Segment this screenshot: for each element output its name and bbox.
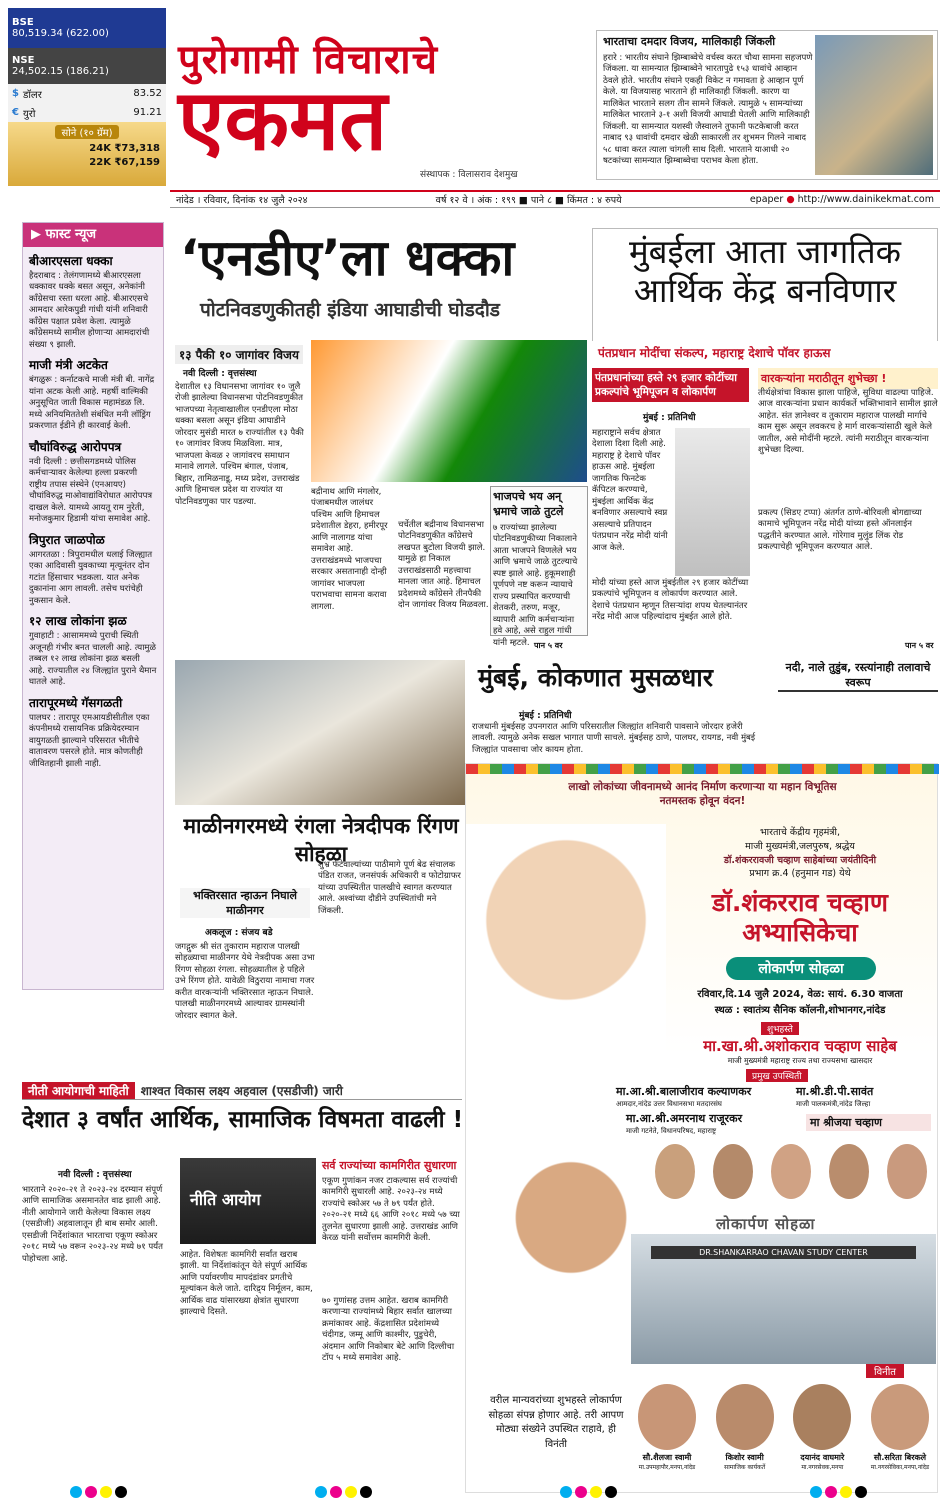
ad-guest-3: मा.आ.श्री.अमरनाथ राजूरकर — [626, 1112, 743, 1125]
yellow-mark — [100, 1486, 112, 1498]
epaper-label: epaper — [749, 194, 784, 205]
niti-sign-text: नीति आयोग — [190, 1190, 261, 1209]
mumbai-body: महाराष्ट्राने सर्वच क्षेत्रात देशाला दिशा दिली आहे. महाराष्ट्र हे देशाचे पॉवर हाऊस आहे. मुंबईला जागतिक फिनटेक कॅपिटल करण्याचे, मुंबईला आर्थिक केंद्र बनविणार असल्याचे स्वप्न असल्याचे प्रतिपादन पंतप्रधान नरेंद्र मोदी यांनी आज केले. — [592, 428, 668, 553]
fast-news-item-body: नवी दिल्ली : छत्तीसगडमध्ये पोलिस कर्मचाऱ्यावर केलेल्या हल्ला प्रकरणी राष्ट्रीय तपास संस्थेने (एनआयए) चौघांविरुद्ध माओवाद्यांविरोधात आरोपपत्र दाखल केले. यामध्ये आयतू राम नुरेती, मनोजकुमार हिडामी यांचा समावेश आहे. — [29, 456, 153, 525]
dollar-icon: $ — [12, 88, 19, 99]
niti-sign-photo — [180, 1158, 316, 1244]
magenta-mark — [575, 1486, 587, 1498]
ad-presence: प्रमुख उपस्थिती — [746, 1069, 808, 1082]
dollar-label: डॉलर — [22, 89, 42, 101]
host-name: सौ.शैलजा स्वामी — [642, 1453, 692, 1462]
black-mark — [855, 1486, 867, 1498]
bjp-inset-body: ७ राज्यांच्या झालेल्या पोटनिवडणुकीच्या निकालाने आता भाजपने विणलेले भय आणि भ्रमाचे जाळे तुटल्याचे स्पष्ट झाले आहे. हुकूमशाही पूर्णपणे नष्ट करून न्यायाचे राज्य प्रस्थापित करण्याची शेतकरी, तरुण, मजूर, व्यापारी आणि कर्मचाऱ्यांना हवे आहे, असे राहुल गांधी यांनी म्हटले. — [493, 523, 578, 648]
cricket-photo — [815, 35, 933, 175]
mumbai-body-2: मोदी यांच्या हस्ते आज मुंबईतील २९ हजार कोटींच्या प्रकल्पांचे भूमिपूजन व लोकार्पण करण्यात आले. देशाचे पंतप्रधान म्हणून तिसऱ्यांदा शपथ घेतल्यानंतर नरेंद्र मोदी आज पहिल्यांदाच मुंबईत आले होते. — [592, 578, 749, 623]
ringan-headline: माळीनगरमध्ये रंगला नेत्रदीपक रिंगण सोहळा — [183, 814, 459, 867]
ad-guest-2: मा.श्री.डी.पी.सावंत — [796, 1085, 874, 1098]
nda-headline: ‘एनडीए’ला धक्का — [180, 229, 515, 287]
ad-guest-1-sub: आमदार,नांदेड उत्तर विधानसभा मतदारसंघ — [616, 1100, 722, 1108]
guest-photo — [713, 1144, 753, 1199]
host-card — [864, 1384, 936, 1484]
cyan-mark — [70, 1486, 82, 1498]
warkari-body-2: प्रकल्प (सिडए टप्पा) अंतर्गत ठाणे-बोरिवली बोगद्याच्या कामाचे भूमिपूजन नरेंद्र मोदी यांच्या हस्ते ऑनलाईन पद्धतीने करण्यात आले. गोरेगाव मुलुंड लिंक रोड प्रकल्पाचेही भूमिपूजन करण्यात आले. — [758, 508, 922, 553]
dateline-bar — [170, 190, 940, 208]
fast-news-sidebar — [22, 222, 164, 990]
modi-photo — [675, 428, 750, 576]
print-registration-marks — [315, 1483, 375, 1502]
guest-photo — [655, 1144, 695, 1199]
nse-value: 24,502.15 (186.21) — [12, 66, 109, 77]
ad-auspices: शुभहस्ते — [761, 1022, 799, 1035]
host-photo — [716, 1384, 774, 1450]
black-mark — [360, 1486, 372, 1498]
fast-news-item-title: तारापूरमध्ये गॅसगळती — [29, 695, 123, 710]
nda-body-2: बद्रीनाथ आणि मंगलोर, पंजाबमधील जालंधर पश्चिम आणि हिमाचल प्रदेशातील डेहरा, हमीरपूर आणि नालागड यांचा समावेश आहे. उत्तराखंडमध्ये भाजपचा सरकार असतानाही दोन्ही जागांवर भाजपला पराभवाचा सामना करावा लागला. — [311, 487, 388, 612]
ringan-kicker: भक्तिरसात न्हाऊन निघाले माळीनगर — [180, 888, 310, 918]
study-center-building — [631, 1234, 936, 1364]
fast-news-item — [23, 253, 163, 351]
guest-photo-row — [646, 1144, 936, 1204]
nda-kicker: १३ पैकी १० जागांवर विजय — [175, 345, 303, 364]
fast-news-item — [23, 532, 163, 608]
website-link[interactable]: http://www.dainikekmat.com — [797, 194, 934, 205]
rain-side-title: नदी, नाले तुडुंब, रस्त्यांनाही तलावाचे स्वरूप — [778, 660, 938, 692]
fast-news-title: फास्ट न्यूज — [45, 227, 97, 242]
masthead-founder: संस्थापक : विलासराव देशमुख — [420, 170, 518, 180]
niti-side-body: एकूण गुणांकन नजर टाकल्यास सर्व राज्यांची कामगिरी सुधारली आहे. २०२३-२४ मध्ये राज्यांचे स्कोअर ५७ ते ७९ पर्यंत होते. २०२०-२१ मध्ये ६६ आणि २०१८ मध्ये ५७ च्या तुलनेत सुधारणा झाली आहे. उत्तराखंड आणि केरळ यांनी सर्वोत्तम कामगिरी केली. — [322, 1176, 460, 1244]
dateline-date: नांदेड । रविवार, दिनांक १४ जुलै २०२४ — [176, 195, 308, 206]
gold-label: सोने (१० ग्रॅम) — [55, 125, 118, 139]
chavan-study-center-ad — [465, 763, 938, 1493]
magenta-mark — [85, 1486, 97, 1498]
nda-body: देशातील १३ विधानसभा जागांवर १० जुलै रोजी झालेल्या विधानसभा पोटनिवडणुकीत भाजपच्या नेतृत्वाखालील एनडीएला मोठा धक्का बसला असून इंडिया आघाडीने जोरदार मुसंडी मारत ७ राज्यांतील १३ पैकी १० जागांवर विजय मिळविला. मात्र, भाजपला केवळ २ जागांवरच समाधान मानावे लागले. पश्चिम बंगाल, पंजाब, बिहार, तामिळनाडू, मध्य प्रदेश, उत्तराखंड आणि हिमाचल प्रदेश या राज्यांत या पोटनिवडणुका पार पडल्या. — [175, 382, 304, 507]
yellow-mark — [840, 1486, 852, 1498]
nda-byline: नवी दिल्ली : वृत्तसंस्था — [183, 369, 257, 379]
nda-subheadline: पोटनिवडणुकीतही इंडिया आघाडीची घोडदौड — [200, 299, 500, 321]
gold-22k: 22K ₹67,159 — [89, 157, 160, 168]
mumbai-subheadline: पंतप्रधान मोदींचा संकल्प, महाराष्ट्र देशाचे पॉवर हाऊस — [592, 341, 938, 364]
warkari-body: तीर्थक्षेत्रांचा विकास झाला पाहिजे, सुविधा वाढल्या पाहिजे. आज वारकऱ्यांना प्रधान कार्यकर्ते भक्तिभावाने सामील झाले आहेत. संत ज्ञानेश्वर व तुकाराम महाराज पालखी मार्गाचे काम सुरू असून लवकरच हे मार्ग वारकऱ्यांसाठी खुले केले जातील, असे मोदींनी म्हटले. त्यांनी मराठीतून वारकऱ्यांना शुभेच्छा दिल्या. — [758, 388, 938, 456]
ad-title-2: अभ्यासिकेचा — [742, 918, 858, 947]
yellow-mark — [345, 1486, 357, 1498]
lead-story-body: हरारे : भारतीय संघाने झिम्बाब्वेचे वर्चस्व करत चौथा सामना सहजपणे जिंकला. या सामन्यात झिम्बाब्वेने भारतापुढे १५३ धावांचे आव्हान ठेवले होते. भारतीय संघाने एकही विकेट न गमावता हे आव्हान पूर्ण केले. या विजयासह भारताने ही मालिकाही जिंकली. कारण या मालिकेत भारताने सलग तीन सामने जिंकले. त्यामुळे ५ सामन्यांच्या मालिकेत भारताने ३-१ अशी विजयी आघाडी घेतली आणि मालिकाही जिंकली. या सामन्यात यशस्वी जैस्वालने तुफानी फटकेबाजी करत नाबाद ९३ धावांची दमदार खेळी साकारली तर शुभमन गिलने नाबाद ५८ धावा करत त्याला चांगली साथ दिली. भारताने याआधी २० षटकांच्या सामन्यात झिम्बाब्वेचा पराभव केला होता. — [603, 53, 813, 167]
magenta-mark — [330, 1486, 342, 1498]
ad-chief-sub: माजी मुख्यमंत्री महाराष्ट्र राज्य तथा राज्यसभा खासदार — [727, 1056, 873, 1065]
fast-news-item — [23, 439, 163, 526]
host-name: सौ.सरिता बिरकले — [873, 1453, 927, 1462]
niti-band — [22, 1082, 462, 1100]
bse-label: BSE — [12, 17, 34, 28]
fast-news-item — [23, 357, 163, 433]
niti-headline: देशात ३ वर्षांत आर्थिक, सामाजिक विषमता वाढली ! — [22, 1107, 464, 1133]
dateline-issue: वर्ष १२ वे । अंक : १९९ ■ पाने ८ ■ किंमत : ४ रुपये — [435, 195, 622, 206]
fast-news-item-title: माजी मंत्री अटकेत — [29, 358, 108, 373]
ad-when: रविवार,दि.14 जुलै 2024, वेळ: सायं. 6.30 वाजता — [697, 989, 903, 1000]
niti-band-label: नीती आयोगाची माहिती — [22, 1082, 135, 1099]
yellow-mark — [590, 1486, 602, 1498]
market-ticker — [8, 8, 166, 208]
euro-label: युरो — [22, 108, 36, 120]
mumbai-headline: मुंबईला आता जागतिक आर्थिक केंद्र बनविणार — [628, 232, 902, 310]
lead-story-box — [596, 30, 938, 180]
guest-photo — [829, 1144, 869, 1199]
print-registration-marks — [560, 1483, 620, 1502]
nse-label: NSE — [12, 55, 35, 66]
fast-news-item-body: आगरतळा : त्रिपुरामधील धलाई जिल्ह्यात एका आदिवासी युवकाच्या मृत्यूनंतर दोन गटांत हिंसाचार भडकला. यात अनेक दुकानांना आग लावली. तसेच घरांचेही नुकसान केले. — [29, 549, 153, 606]
warkari-continued: पान ५ वर — [905, 641, 934, 650]
fast-news-item-body: पालघर : तारापूर एमआयडीसीतील एका कंपनीमध्ये रासायनिक प्रक्रियेदरम्यान वायुगळती झाल्याने परिसरात भीतीचे वातावरण पसरले होते. मात्र कोणतीही जीवितहानी झाली नाही. — [29, 712, 150, 769]
host-photo — [638, 1384, 696, 1450]
ad-guest-4: मा श्रीजया चव्हाण — [806, 1114, 931, 1131]
ad-title-1: डॉ.शंकरराव चव्हाण — [711, 888, 888, 917]
niti-body-2: आहेत. विशेषतः कामगिरी सर्वांत खराब झाली. या निर्देशांकांतून येते संपूर्ण आर्थिक आणि पर्यावरणीय मापदंडांवर प्रगतीचे मूल्यांकन केले जाते. दारिद्र्य निर्मूलन, काम, आर्थिक वाढ यांसारख्या क्षेत्रांत सुधारणा झाल्याचे दिसते. — [180, 1250, 313, 1318]
ad-intro — [666, 826, 934, 881]
news-icon: ▶ — [31, 227, 46, 242]
ad-intro-2: माजी मुख्यमंत्री,जलपुरुष, श्रद्धेय — [745, 840, 855, 852]
hosts-row — [631, 1384, 936, 1484]
ashokrao-portrait — [496, 1144, 646, 1354]
ringan-byline: अकलूज : संजय बडे — [205, 928, 273, 938]
niti-side-body-2: ७० गुणांसह उत्तम आहेत. खराब कामगिरी करणाऱ्या राज्यांमध्ये बिहार सर्वात खालच्या क्रमांकावर आहे. केंद्रशासित प्रदेशांमध्ये चंदीगड, जम्मू आणि काश्मीर, पुडुचेरी, अंदमान आणि निकोबार बेटे आणि दिल्लीचा टॉप ५ मध्ये समावेश आहे. — [322, 1296, 455, 1364]
ad-guest-3-sub: माजी गटनेते, विधानपरिषद, महाराष्ट्र — [626, 1127, 717, 1135]
mumbai-kicker: पंतप्रधानांच्या हस्ते २९ हजार कोटींच्या प्रकल्पांचे भूमिपूजन व लोकार्पण — [592, 368, 749, 402]
niti-body: भारताने २०२०-२१ ते २०२३-२४ दरम्यान संपूर्ण आणि सामाजिक असमानतेत वाढ झाली आहे. नीती आयोगाने जारी केलेल्या विकास लक्ष्य (एसडीजी) अहवालातून ही बाब समोर आली. एसडीजी निर्देशांकात भारताचा एकूण स्कोअर २०१८ मध्ये ५७ वरून २०२३-२४ मध्ये ७१ पर्यंत पोहोचला आहे. — [22, 1185, 163, 1264]
bse-value: 80,519.34 (622.00) — [12, 28, 109, 39]
cyan-mark — [810, 1486, 822, 1498]
host-sub: मा.नगरसेविका,मनपा,नांदेड — [870, 1464, 930, 1471]
ringan-photo — [175, 660, 465, 805]
ringan-body-2: शुभ्र फेटेवाल्यांच्या पाठीमागे पूर्ण बेढ संचालक पंडित राजत, जनसंपर्क अधिकारी व फोटोग्राफर यांच्या उपस्थितीत पालखीचे स्वागत करण्यात आले. अश्वांच्या दौडीने उपस्थितांची मने जिंकली. — [318, 860, 461, 916]
fast-news-item-title: १२ लाख लोकांना झळ — [29, 614, 127, 629]
ad-intro-1: भारताचे केंद्रीय गृहमंत्री, — [759, 827, 841, 838]
host-name: किशोर स्वामी — [725, 1453, 764, 1462]
ad-intro-4: प्रभाग क्र.4 (हनुमान गड) येथे — [749, 868, 851, 880]
dollar-row — [8, 84, 166, 103]
nse-box — [8, 48, 166, 84]
lead-story-title: भारताचा दमदार विजय, मालिकाही जिंकली — [603, 35, 776, 48]
host-sub: मा.उपमहापौर,मनपा,नांदेड — [638, 1464, 696, 1471]
mumbai-headline-box — [592, 228, 938, 364]
cyan-mark — [315, 1486, 327, 1498]
ad-chief-guest: मा.खा.श्री.अशोकराव चव्हाण साहेब — [703, 1037, 897, 1055]
ad-banner: लाखो लोकांच्या जीवनामध्ये आनंद निर्माण करणाऱ्या या महान विभूतिस नतमस्तक होवून वंदन! — [568, 781, 837, 807]
congress-flags-photo — [311, 340, 587, 482]
festoon-decoration — [466, 764, 939, 774]
rain-headline: मुंबई, कोकणात मुसळधार — [478, 663, 714, 692]
gold-24k: 24K ₹73,318 — [89, 143, 160, 154]
ad-intro-3: डॉ.शंकररावजी चव्हाण साहेबांच्या जयंतीदिनी — [723, 854, 877, 866]
host-sub: सामाजिक कार्यकर्ते — [724, 1464, 766, 1471]
ad-humble: विनीत — [866, 1364, 904, 1378]
masthead-title: एकमत — [178, 71, 388, 169]
host-card — [786, 1384, 858, 1484]
masthead-tagline: पुरोगामी विचाराचे — [178, 37, 439, 83]
building-label: लोकार्पण सोहळा — [716, 1215, 816, 1233]
fast-news-item — [23, 695, 163, 771]
bjp-inset-title: भाजपचे भय अन् भ्रमाचे जाळे तुटले — [493, 490, 564, 518]
ad-where: स्थळ : स्वातंत्र्य सैनिक कॉलनी,शोभानगर,नांदेड — [714, 1005, 886, 1016]
euro-value: 91.21 — [133, 107, 162, 118]
fast-news-item-body: गुवाहाटी : आसाममध्ये पुराची स्थिती अजूनही गंभीर बनत चालली आहे. त्यामुळे तब्बल १२ लाख लोकांना झळ बसली आहे. राज्यातील २४ जिल्ह्यांत पुराने थैमान घातले आहे. — [29, 631, 157, 688]
fast-news-item-title: त्रिपुरात जाळपोळ — [29, 532, 105, 547]
rain-body: राजधानी मुंबईसह उपनगरात आणि परिसरातील जिल्ह्यांत शनिवारी पावसाने जोरदार हजेरी लावली. त्यामुळे अनेक सखल भागात पाणी साचले. मुंबईसह ठाणे, पालघर, रायगड, नवी मुंबई जिल्ह्यांत पावसाचा जोर कायम होता. — [472, 722, 756, 755]
print-registration-marks — [810, 1483, 870, 1502]
fast-news-item-body: बंगळुरू : कर्नाटकचे माजी मंत्री बी. नागेंद्र यांना अटक केली आहे. महर्षी वाल्मिकी अनुसूचित जाती विकास महामंडळ लि. मध्ये अनियमिततेशी संबंधित मनी लॉड्रिंग प्रकरणात ईडीने ही कारवाई केली. — [29, 375, 155, 432]
fast-news-item-title: चौघांविरुद्ध आरोपपत्र — [29, 439, 122, 454]
ad-pill: लोकार्पण सोहळा — [726, 957, 876, 980]
host-card — [631, 1384, 703, 1484]
cyan-mark — [560, 1486, 572, 1498]
fast-news-item-body: हैदराबाद : तेलंगणामध्ये बीआरएसला धक्कावर धक्के बसत असून, अनेकांनी काँग्रेसचा रस्ता धरला आहे. बीआरएसचे आमदार आरेकपुडी गांधी यांनी शनिवारी काँग्रेस पक्षात प्रवेश केला. त्यामुळे काँग्रेसमध्ये सामील होणाऱ्या आमदारांची संख्या ९ झाली. — [29, 270, 150, 350]
nda-body-3: चर्चेतील बद्रीनाथ विधानसभा पोटनिवडणुकीत काँग्रेसचे लखपत बुटोला विजयी झाले. यामुळे हा निकाल उत्तराखंडसाठी महत्त्वाचा मानला जात आहे. हिमाचल प्रदेशमध्ये काँग्रेसने तीनपैकी दोन जागांवर विजय मिळवला. — [398, 520, 489, 611]
black-mark — [605, 1486, 617, 1498]
dollar-value: 83.52 — [133, 88, 162, 99]
warkari-title: वारकऱ्यांना मराठीतून शुभेच्छा ! — [758, 368, 938, 389]
fast-news-header — [23, 223, 163, 247]
print-registration-marks — [70, 1483, 130, 1502]
fast-news-item-title: बीआरएसला धक्का — [29, 253, 113, 268]
niti-band-text: शाश्वत विकास लक्ष्य अहवाल (एसडीजी) जारी — [140, 1084, 343, 1098]
host-name: दयानंद वाघमारे — [800, 1453, 845, 1462]
dateline-web — [750, 194, 934, 205]
niti-side-title: सर्व राज्यांच्या कामगिरीत सुधारणा — [322, 1159, 457, 1172]
bse-box — [8, 8, 166, 48]
guest-photo — [771, 1144, 811, 1199]
fast-news-item — [23, 613, 163, 689]
building-sign: DR.SHANKARRAO CHAVAN STUDY CENTER — [651, 1246, 916, 1259]
host-photo — [793, 1384, 851, 1450]
ad-guest-1: मा.आ.श्री.बालाजीराव कल्याणकर — [616, 1085, 752, 1098]
chavan-portrait — [466, 824, 666, 1064]
host-photo — [871, 1384, 929, 1450]
mumbai-byline: मुंबई : प्रतिनिधी — [643, 413, 696, 423]
guest-photo — [887, 1144, 927, 1199]
euro-row — [8, 103, 166, 122]
magenta-mark — [825, 1486, 837, 1498]
ad-guest-2-sub: माजी पालकमंत्री,नांदेड जिल्हा — [796, 1100, 871, 1108]
black-mark — [115, 1486, 127, 1498]
ad-invite: वरील मान्यवरांच्या शुभहस्ते लोकार्पण सोहळा संपन्न होणार आहे. तरी आपण मोठ्या संख्येने उपस्थित राहावे, ही विनंती — [488, 1395, 624, 1450]
nda-continued: पान ५ वर — [534, 641, 563, 650]
ringan-body: जगद्गुरू श्री संत तुकाराम महाराज पालखी सोहळ्याचा माळीनगर येथे नेत्रदीपक असा उभा रिंगण सोहळा रंगला. सोहळ्यातील हे पहिले उभे रिंगण होते. यावेळी विठुराया नामाचा गजर करीत वारकऱ्यांनी भक्तिरसात न्हाऊन निघाले. पालखी माळीनगरमध्ये आल्यावर ग्रामस्थांनी जोरदार स्वागत केले. — [175, 942, 315, 1021]
host-card — [709, 1384, 781, 1484]
euro-icon: € — [12, 107, 19, 118]
gold-box — [8, 122, 166, 186]
web-icon: ● — [786, 194, 795, 205]
niti-byline: नवी दिल्ली : वृत्तसंस्था — [58, 1170, 132, 1180]
host-sub: मा.नगरसेवक,मनपा — [801, 1464, 844, 1471]
rain-byline: मुंबई : प्रतिनिधी — [519, 711, 572, 721]
